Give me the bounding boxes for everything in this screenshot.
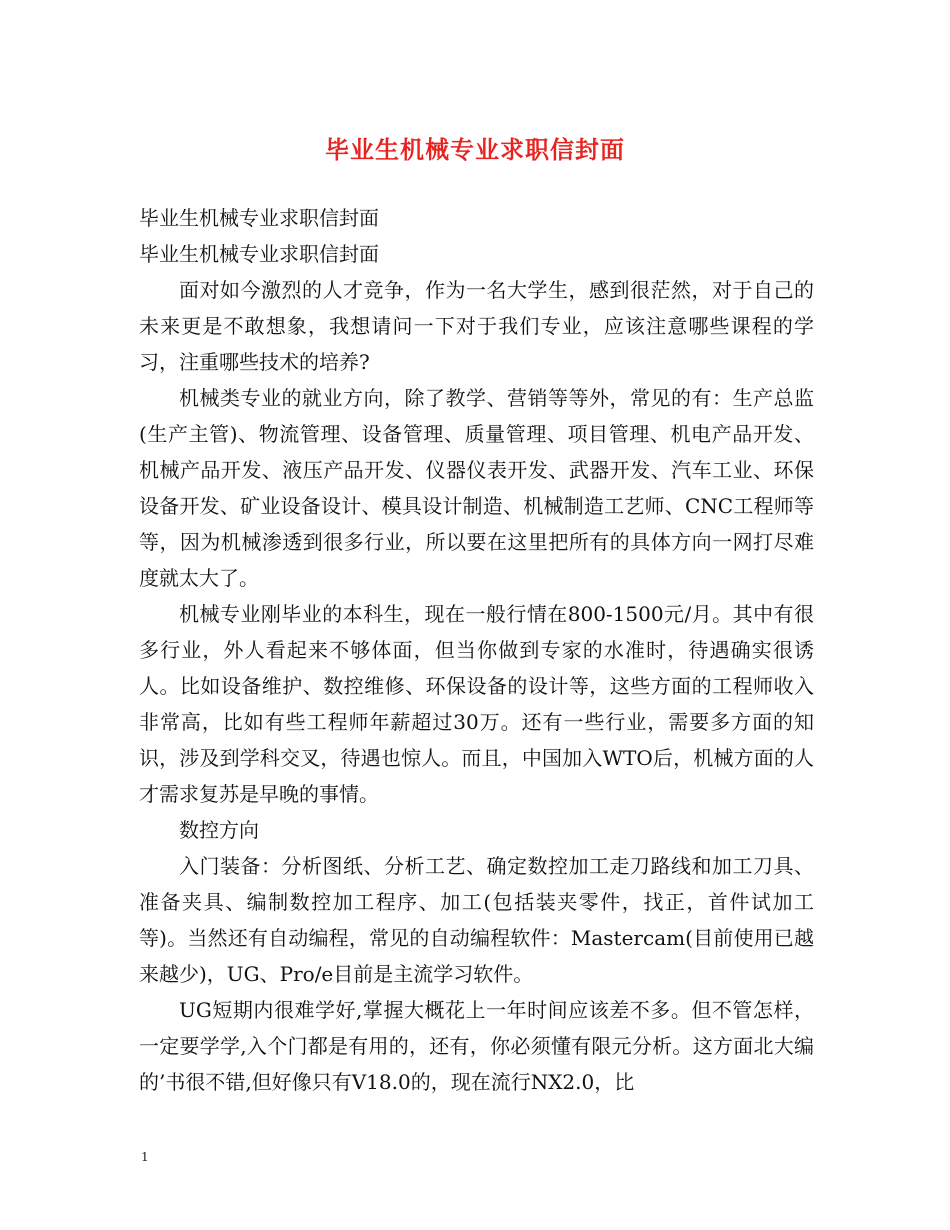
paragraph: 入门装备：分析图纸、分析工艺、确定数控加工走刀路线和加工刀具、准备夹具、编制数控加工程序、加工(包括装夹零件，找正，首件试加工等)。当然还有自动编程，常见的自动编程软件：Mastercam(目前使用已越来越少)，UG、Pro/e目前是主流学习软件。 bbox=[139, 854, 814, 986]
heading-line: 毕业生机械专业求职信封面 bbox=[139, 242, 379, 266]
document-body bbox=[139, 200, 814, 1100]
paragraph: 机械专业刚毕业的本科生，现在一般行情在800-1500元/月。其中有很多行业，外人看起来不够体面，但当你做到专家的水准时，待遇确实很诱人。比如设备维护、数控维修、环保设备的设计等，这些方面的工程师收入非常高，比如有些工程师年薪超过30万。还有一些行业，需要多方面的知识，涉及到学科交叉，待遇也惊人。而且，中国加入WTO后，机械方面的人才需求复苏是早晚的事情。 bbox=[139, 602, 814, 806]
heading-line: 毕业生机械专业求职信封面 bbox=[139, 206, 379, 230]
page-number: 1 bbox=[141, 1150, 149, 1164]
paragraph: 机械类专业的就业方向，除了教学、营销等等外，常见的有：生产总监(生产主管)、物流管理、设备管理、质量管理、项目管理、机电产品开发、机械产品开发、液压产品开发、仪器仪表开发、武器开发、汽车工业、环保设备开发、矿业设备设计、模具设计制造、机械制造工艺师、CNC工程师等等，因为机械渗透到很多行业，所以要在这里把所有的具体方向一网打尽难度就太大了。 bbox=[139, 386, 814, 590]
section-heading: 数控方向 bbox=[179, 818, 259, 842]
document-title: 毕业生机械专业求职信封面 bbox=[325, 135, 625, 164]
paragraph: 面对如今激烈的人才竞争，作为一名大学生，感到很茫然，对于自己的未来更是不敢想象，我想请问一下对于我们专业，应该注意哪些课程的学习，注重哪些技术的培养? bbox=[139, 278, 814, 374]
paragraph: UG短期内很难学好,掌握大概花上一年时间应该差不多。但不管怎样，一定要学学,入个门都是有用的，还有，你必须懂有限元分析。这方面北大编的’书很不错,但好像只有V18.0的，现在流行NX2.0，比 bbox=[139, 998, 814, 1094]
